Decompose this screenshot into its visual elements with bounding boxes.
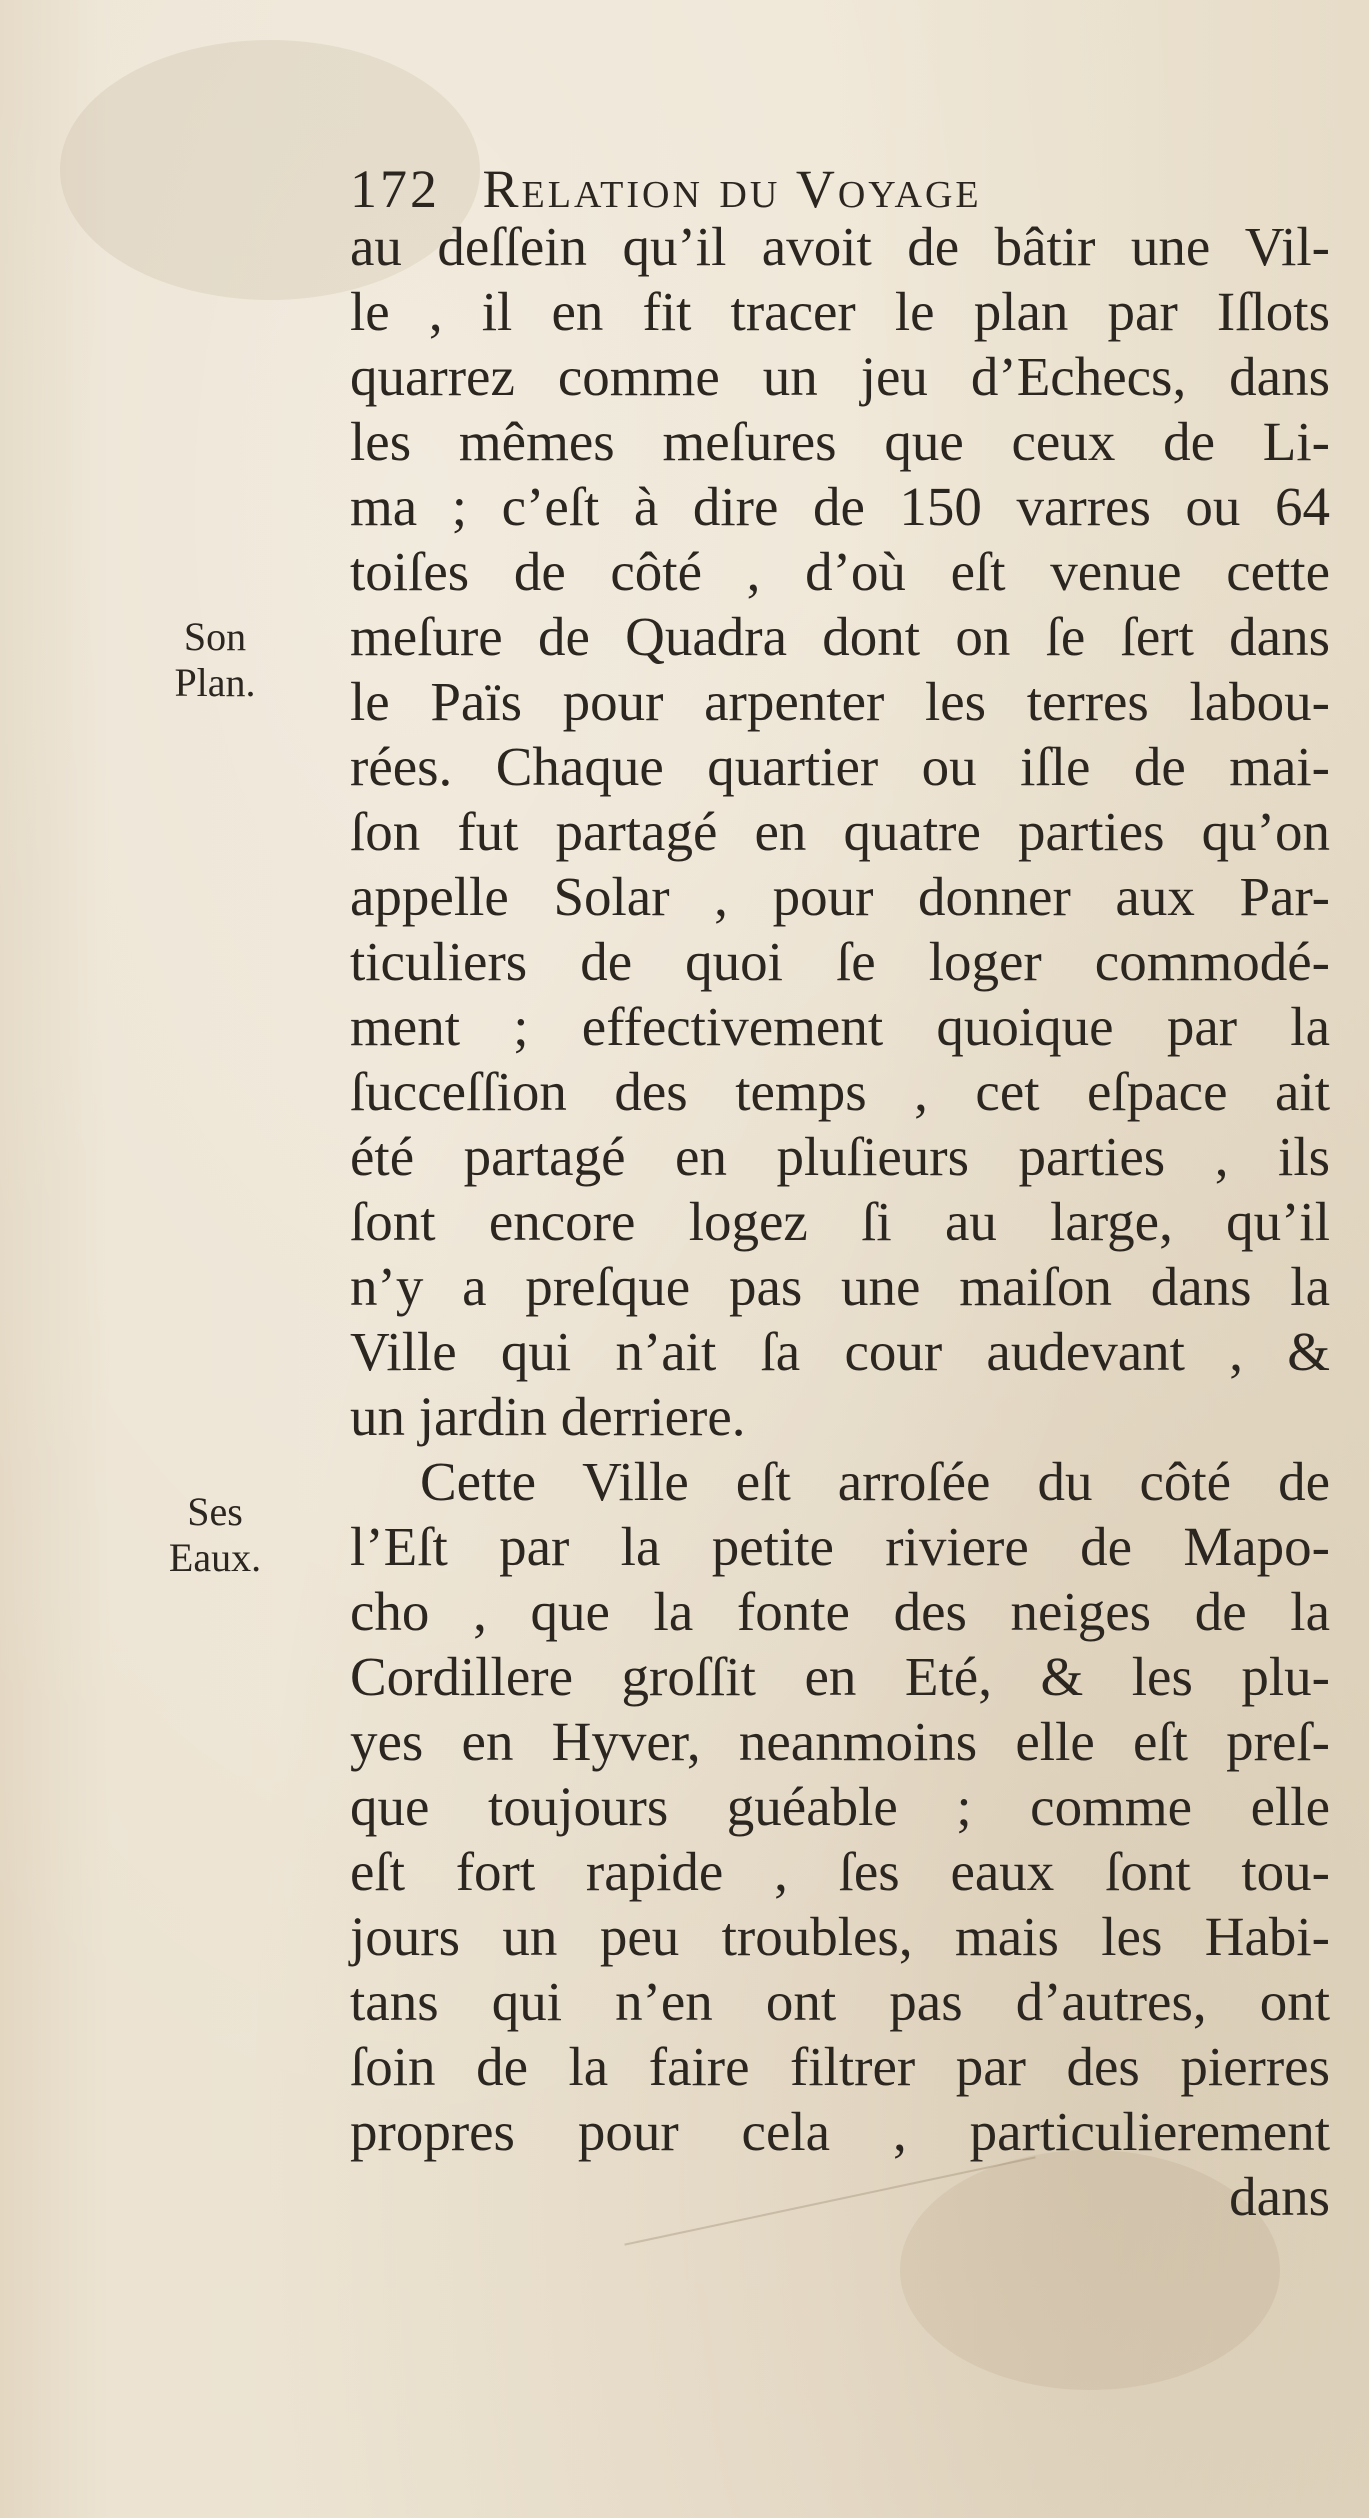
paragraph-start-line: Cette Ville eſt arroſée du côté de [420,1451,1330,1512]
running-title: Relation du Voyage [482,159,982,219]
text-line: yes en Hyver, neanmoins elle eſt preſ- [350,1711,1330,1772]
text-line: ſoin de la faire filtrer par des pierres [350,2036,1330,2097]
text-line: ſon fut partagé en quatre parties qu’on [350,801,1330,862]
text-line: ticuliers de quoi ſe loger commodé- [350,931,1330,992]
margin-note-line: Ses [187,1489,243,1534]
text-line: eſt fort rapide , ſes eaux ſont tou- [350,1841,1330,1902]
margin-note-line: Son [183,614,247,659]
text-line: quarrez comme un jeu d’Echecs, dans [350,346,1330,407]
text-line: rées. Chaque quartier ou iſle de mai- [350,736,1330,797]
text-line: jours un peu troubles, mais les Habi- [350,1906,1330,1967]
margin-note-line: Plan. [174,660,256,705]
text-line: Ville qui n’ait ſa cour audevant , & [350,1321,1330,1382]
catchword: dans [1229,2166,1330,2227]
running-head [350,158,1330,220]
text-line: un jardin derriere. [350,1386,746,1447]
text-line: ma ; c’eſt à dire de 150 varres ou 64 [350,476,1330,537]
text-line: Cordillere groſſit en Eté, & les plu- [350,1646,1330,1707]
body-text [350,214,1330,2229]
text-line: au deſſein qu’il avoit de bâtir une Vil- [350,216,1330,277]
margin-note-plan [140,614,290,706]
text-line: appelle Solar , pour donner aux Par- [350,866,1330,927]
text-line: l’Eſt par la petite riviere de Mapo- [350,1516,1330,1577]
margin-note-line: Eaux. [168,1535,262,1580]
text-line: que toujours guéable ; comme elle [350,1776,1330,1837]
text-line: ment ; effectivement quoique par la [350,996,1330,1057]
text-line: le Païs pour arpenter les terres labou- [350,671,1330,732]
text-line: été partagé en pluſieurs parties , ils [350,1126,1330,1187]
text-line: n’y a preſque pas une maiſon dans la [350,1256,1330,1317]
text-line: toiſes de côté , d’où eſt venue cette [350,541,1330,602]
text-line: ſucceſſion des temps , cet eſpace ait [350,1061,1330,1122]
text-line: meſure de Quadra dont on ſe ſert dans [350,606,1330,667]
text-line: le , il en fit tracer le plan par Iſlots [350,281,1330,342]
text-line: ſont encore logez ſi au large, qu’il [350,1191,1330,1252]
text-line: cho , que la fonte des neiges de la [350,1581,1330,1642]
text-line: les mêmes meſures que ceux de Li- [350,411,1330,472]
margin-note-eaux [140,1489,290,1581]
page-number: 172 [350,159,440,219]
text-line: propres pour cela , particulierement [350,2101,1330,2162]
text-line: tans qui n’en ont pas d’autres, ont [350,1971,1330,2032]
